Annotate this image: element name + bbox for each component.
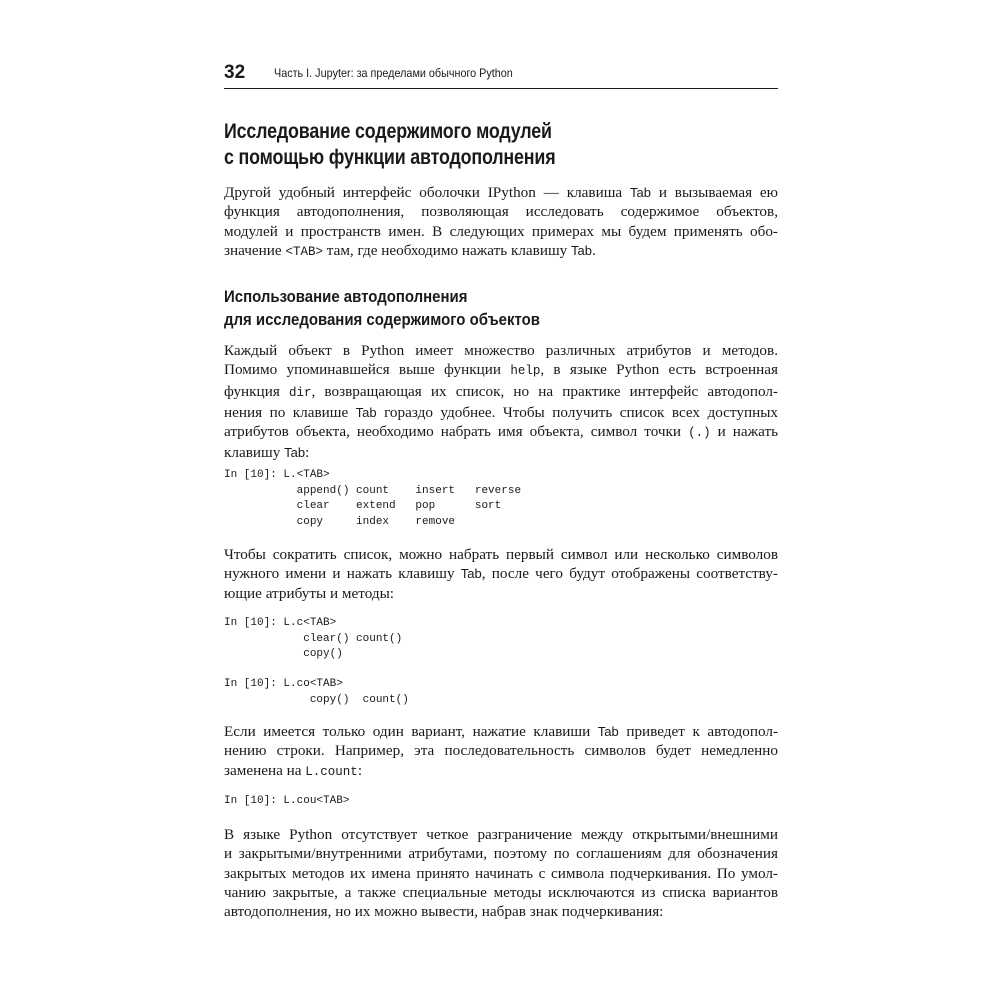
text-line: автодополнения, но их можно вывести, набрав знак подчеркивания:	[224, 903, 664, 921]
paragraph-private-attributes	[224, 825, 778, 921]
key-label: Tab	[597, 724, 619, 739]
text-line: Помимо упоминавшейся выше функции help, в языке Python есть встроенная	[224, 361, 778, 379]
text-line: Если имеется только один вариант, нажатие клавиши Tab приведет к автодопол-	[224, 723, 779, 740]
section-heading	[224, 119, 700, 171]
code-block-co-tab: In [10]: L.co<TAB> copy() count()	[224, 678, 409, 706]
page-header	[224, 62, 778, 89]
text-line: нения по клавише Tab гораздо удобнее. Чтобы получить список всех доступных	[224, 403, 778, 421]
paragraph-intro	[224, 183, 778, 262]
text-line: и закрытыми/внутренними атрибутами, поэтому по соглашениям для обозначения	[224, 845, 778, 863]
subsection-heading-line-2: для исследования содержимого объектов	[224, 310, 540, 329]
code-block-c-tab: In [10]: L.c<TAB> clear() count() copy()	[224, 617, 403, 660]
subsection-heading	[224, 285, 717, 331]
key-label: Tab	[284, 445, 306, 461]
code-block-tab-list: In [10]: L.<TAB> append() count insert reverse clear extend pop sort copy index remove	[224, 469, 522, 528]
text-line: значение <TAB> там, где необходимо нажать клавишу Tab.	[224, 241, 596, 259]
text-line: клавишу Tab:	[224, 444, 310, 462]
paragraph-attributes	[224, 341, 778, 463]
page-number: 32	[224, 62, 246, 83]
section-heading-line-1: Исследование содержимого модулей	[224, 120, 552, 143]
text-line: нению строки. Например, эта последовательность символов будет немедленно	[224, 742, 778, 760]
text-line: заменена на L.count:	[224, 761, 363, 779]
inline-code: (.)	[688, 426, 711, 441]
key-label: Tab	[355, 404, 377, 420]
inline-code: help	[510, 364, 541, 379]
inline-code: L.count	[305, 764, 358, 779]
text-line: функция dir, возвращающая их список, но на практике интерфейс автодопол-	[224, 382, 778, 400]
text-line: атрибутов объекта, необходимо набрать имя объекта, символ точки (.) и нажать	[224, 423, 779, 441]
key-label: Tab	[630, 185, 651, 200]
text-line: Чтобы сократить список, можно набрать первый символ или несколько символов	[224, 546, 778, 563]
paragraph-shorten-list	[224, 545, 778, 603]
text-line: функция автодополнения, позволяющая исследовать содержимое объектов,	[224, 203, 778, 221]
running-title: Часть I. Jupyter: за пределами обычного Python	[274, 66, 513, 80]
text-line: нужного имени и нажать клавишу Tab, после чего будут отображены соответству-	[224, 565, 778, 583]
text-line: чанию закрытые, а также специальные методы исключаются из списка вариантов	[224, 883, 778, 901]
text-line: Каждый объект в Python имеет множество различных атрибутов и методов.	[224, 342, 778, 359]
section-heading-line-2: с помощью функции автодополнения	[224, 146, 556, 169]
text-line: В языке Python отсутствует четкое разграничение между открытыми/внешними	[224, 826, 778, 843]
key-label: Tab	[571, 242, 593, 258]
subsection-heading-line-1: Использование автодополнения	[224, 287, 468, 306]
text-line: Другой удобный интерфейс оболочки IPython — клавиша Tab и вызываемая ею	[224, 184, 778, 201]
text-line: модулей и пространств имен. В следующих примерах мы будем применять обо-	[224, 222, 778, 240]
key-label: Tab	[460, 566, 482, 582]
text-line: закрытых методов их имена принято начинать с символа подчеркивания. По умол-	[224, 864, 778, 882]
inline-code: <TAB>	[285, 244, 323, 259]
text-line: ющие атрибуты и методы:	[224, 584, 394, 602]
code-block-cou-tab: In [10]: L.cou<TAB>	[224, 795, 350, 807]
inline-code: dir	[288, 385, 312, 400]
paragraph-single-option	[224, 722, 778, 782]
